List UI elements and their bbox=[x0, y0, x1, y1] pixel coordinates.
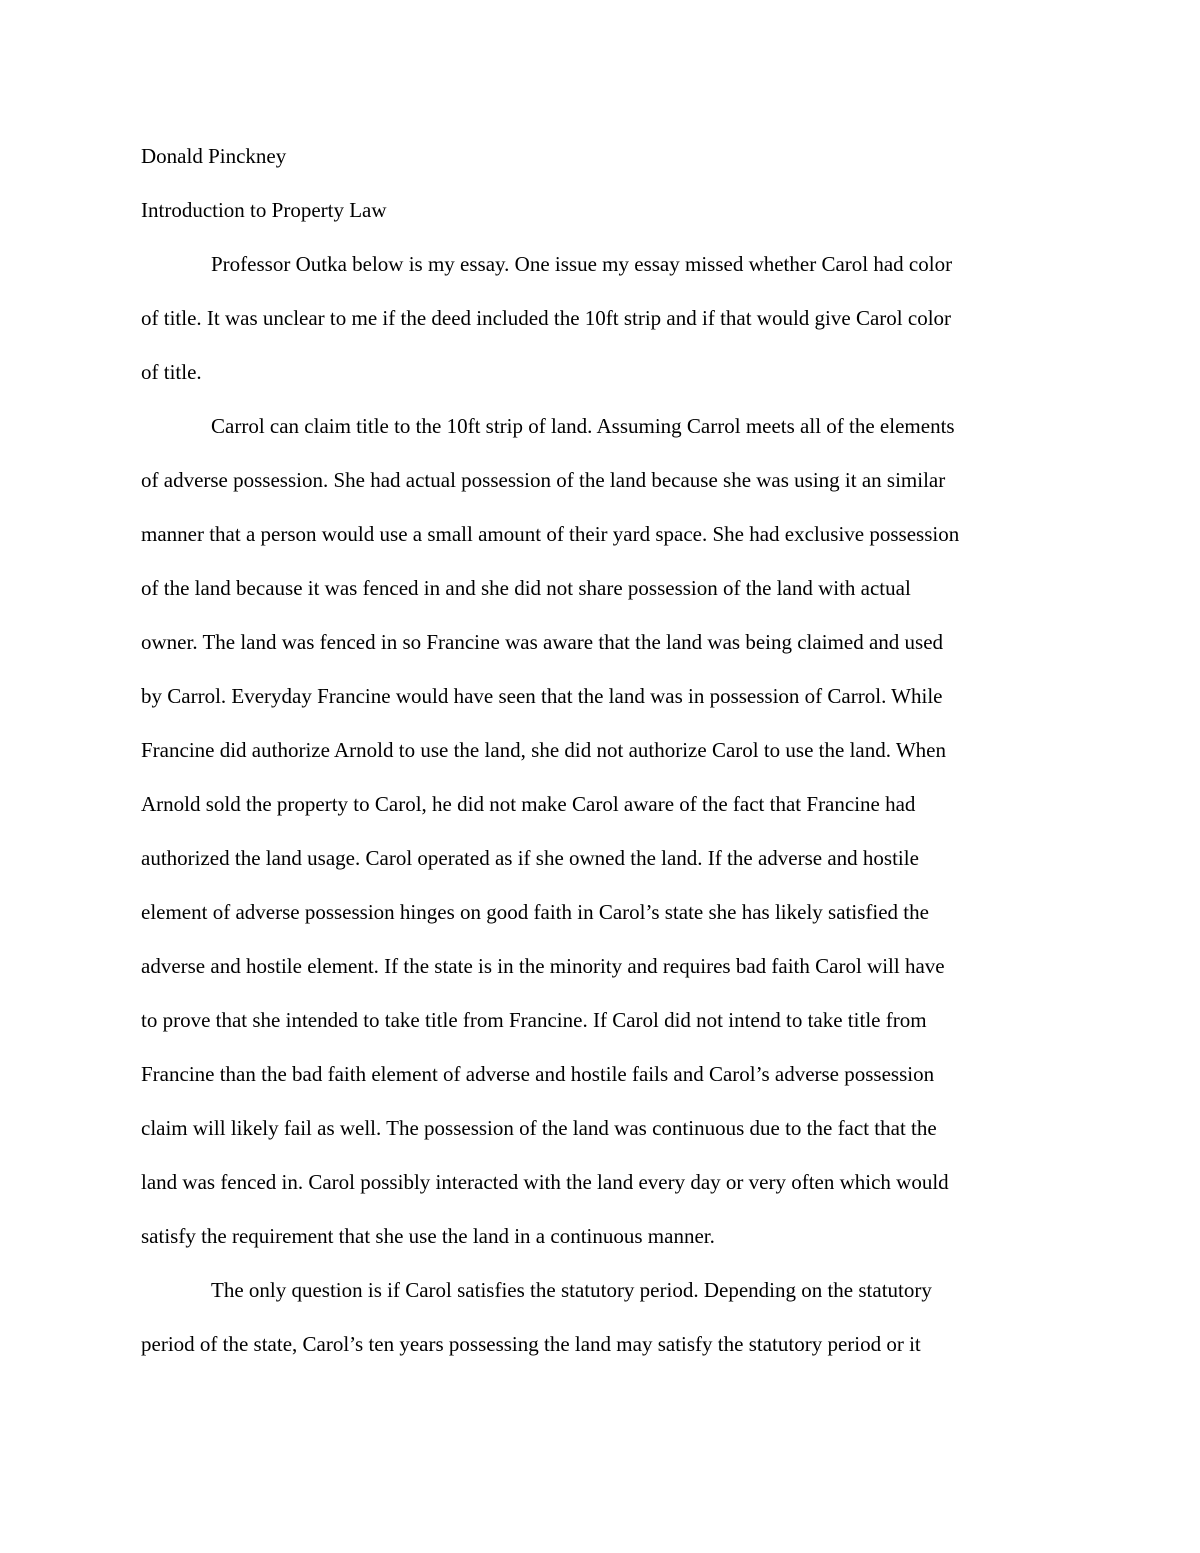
paragraph-line: Professor Outka below is my essay. One issue my essay missed whether Carol had color bbox=[211, 252, 953, 276]
author-name: Donald Pinckney bbox=[141, 144, 287, 168]
paragraph-line: satisfy the requirement that she use the land in a continuous manner. bbox=[141, 1224, 715, 1248]
paragraph-line: The only question is if Carol satisfies the statutory period. Depending on the statutory bbox=[211, 1278, 932, 1302]
paragraph-line: adverse and hostile element. If the state is in the minority and requires bad faith Carol will have bbox=[141, 954, 945, 978]
paragraph-line: Francine did authorize Arnold to use the land, she did not authorize Carol to use the land. When bbox=[141, 738, 946, 762]
paragraph-line: of title. bbox=[141, 360, 202, 384]
paragraph-line: of the land because it was fenced in and she did not share possession of the land with actual bbox=[141, 576, 911, 600]
paragraph-line: Arnold sold the property to Carol, he did not make Carol aware of the fact that Francine had bbox=[141, 792, 916, 816]
paragraph-line: land was fenced in. Carol possibly interacted with the land every day or very often which would bbox=[141, 1170, 949, 1194]
paragraph-line: element of adverse possession hinges on good faith in Carol’s state she has likely satisfied the bbox=[141, 900, 929, 924]
paragraph-line: of title. It was unclear to me if the deed included the 10ft strip and if that would give Carol color bbox=[141, 306, 952, 330]
paragraph-line: Francine than the bad faith element of adverse and hostile fails and Carol’s adverse possession bbox=[141, 1062, 935, 1086]
paragraph-line: authorized the land usage. Carol operated as if she owned the land. If the adverse and hostile bbox=[141, 846, 919, 870]
paragraph-line: by Carrol. Everyday Francine would have seen that the land was in possession of Carrol. While bbox=[141, 684, 943, 708]
paragraph-intro bbox=[141, 237, 1061, 399]
document-body bbox=[141, 129, 1061, 1371]
paragraph-line: owner. The land was fenced in so Francine was aware that the land was being claimed and used bbox=[141, 630, 944, 654]
paragraph-line: claim will likely fail as well. The possession of the land was continuous due to the fact that the bbox=[141, 1116, 937, 1140]
paragraph-analysis bbox=[141, 399, 1061, 1263]
course-title: Introduction to Property Law bbox=[141, 198, 387, 222]
paragraph-statutory bbox=[141, 1263, 1061, 1371]
paragraph-line: period of the state, Carol’s ten years possessing the land may satisfy the statutory period or it bbox=[141, 1332, 921, 1356]
paragraph-line: Carrol can claim title to the 10ft strip of land. Assuming Carrol meets all of the elements bbox=[211, 414, 955, 438]
paragraph-line: to prove that she intended to take title from Francine. If Carol did not intend to take title from bbox=[141, 1008, 927, 1032]
paragraph-line: of adverse possession. She had actual possession of the land because she was using it an similar bbox=[141, 468, 946, 492]
paragraph-line: manner that a person would use a small amount of their yard space. She had exclusive possession bbox=[141, 522, 960, 546]
